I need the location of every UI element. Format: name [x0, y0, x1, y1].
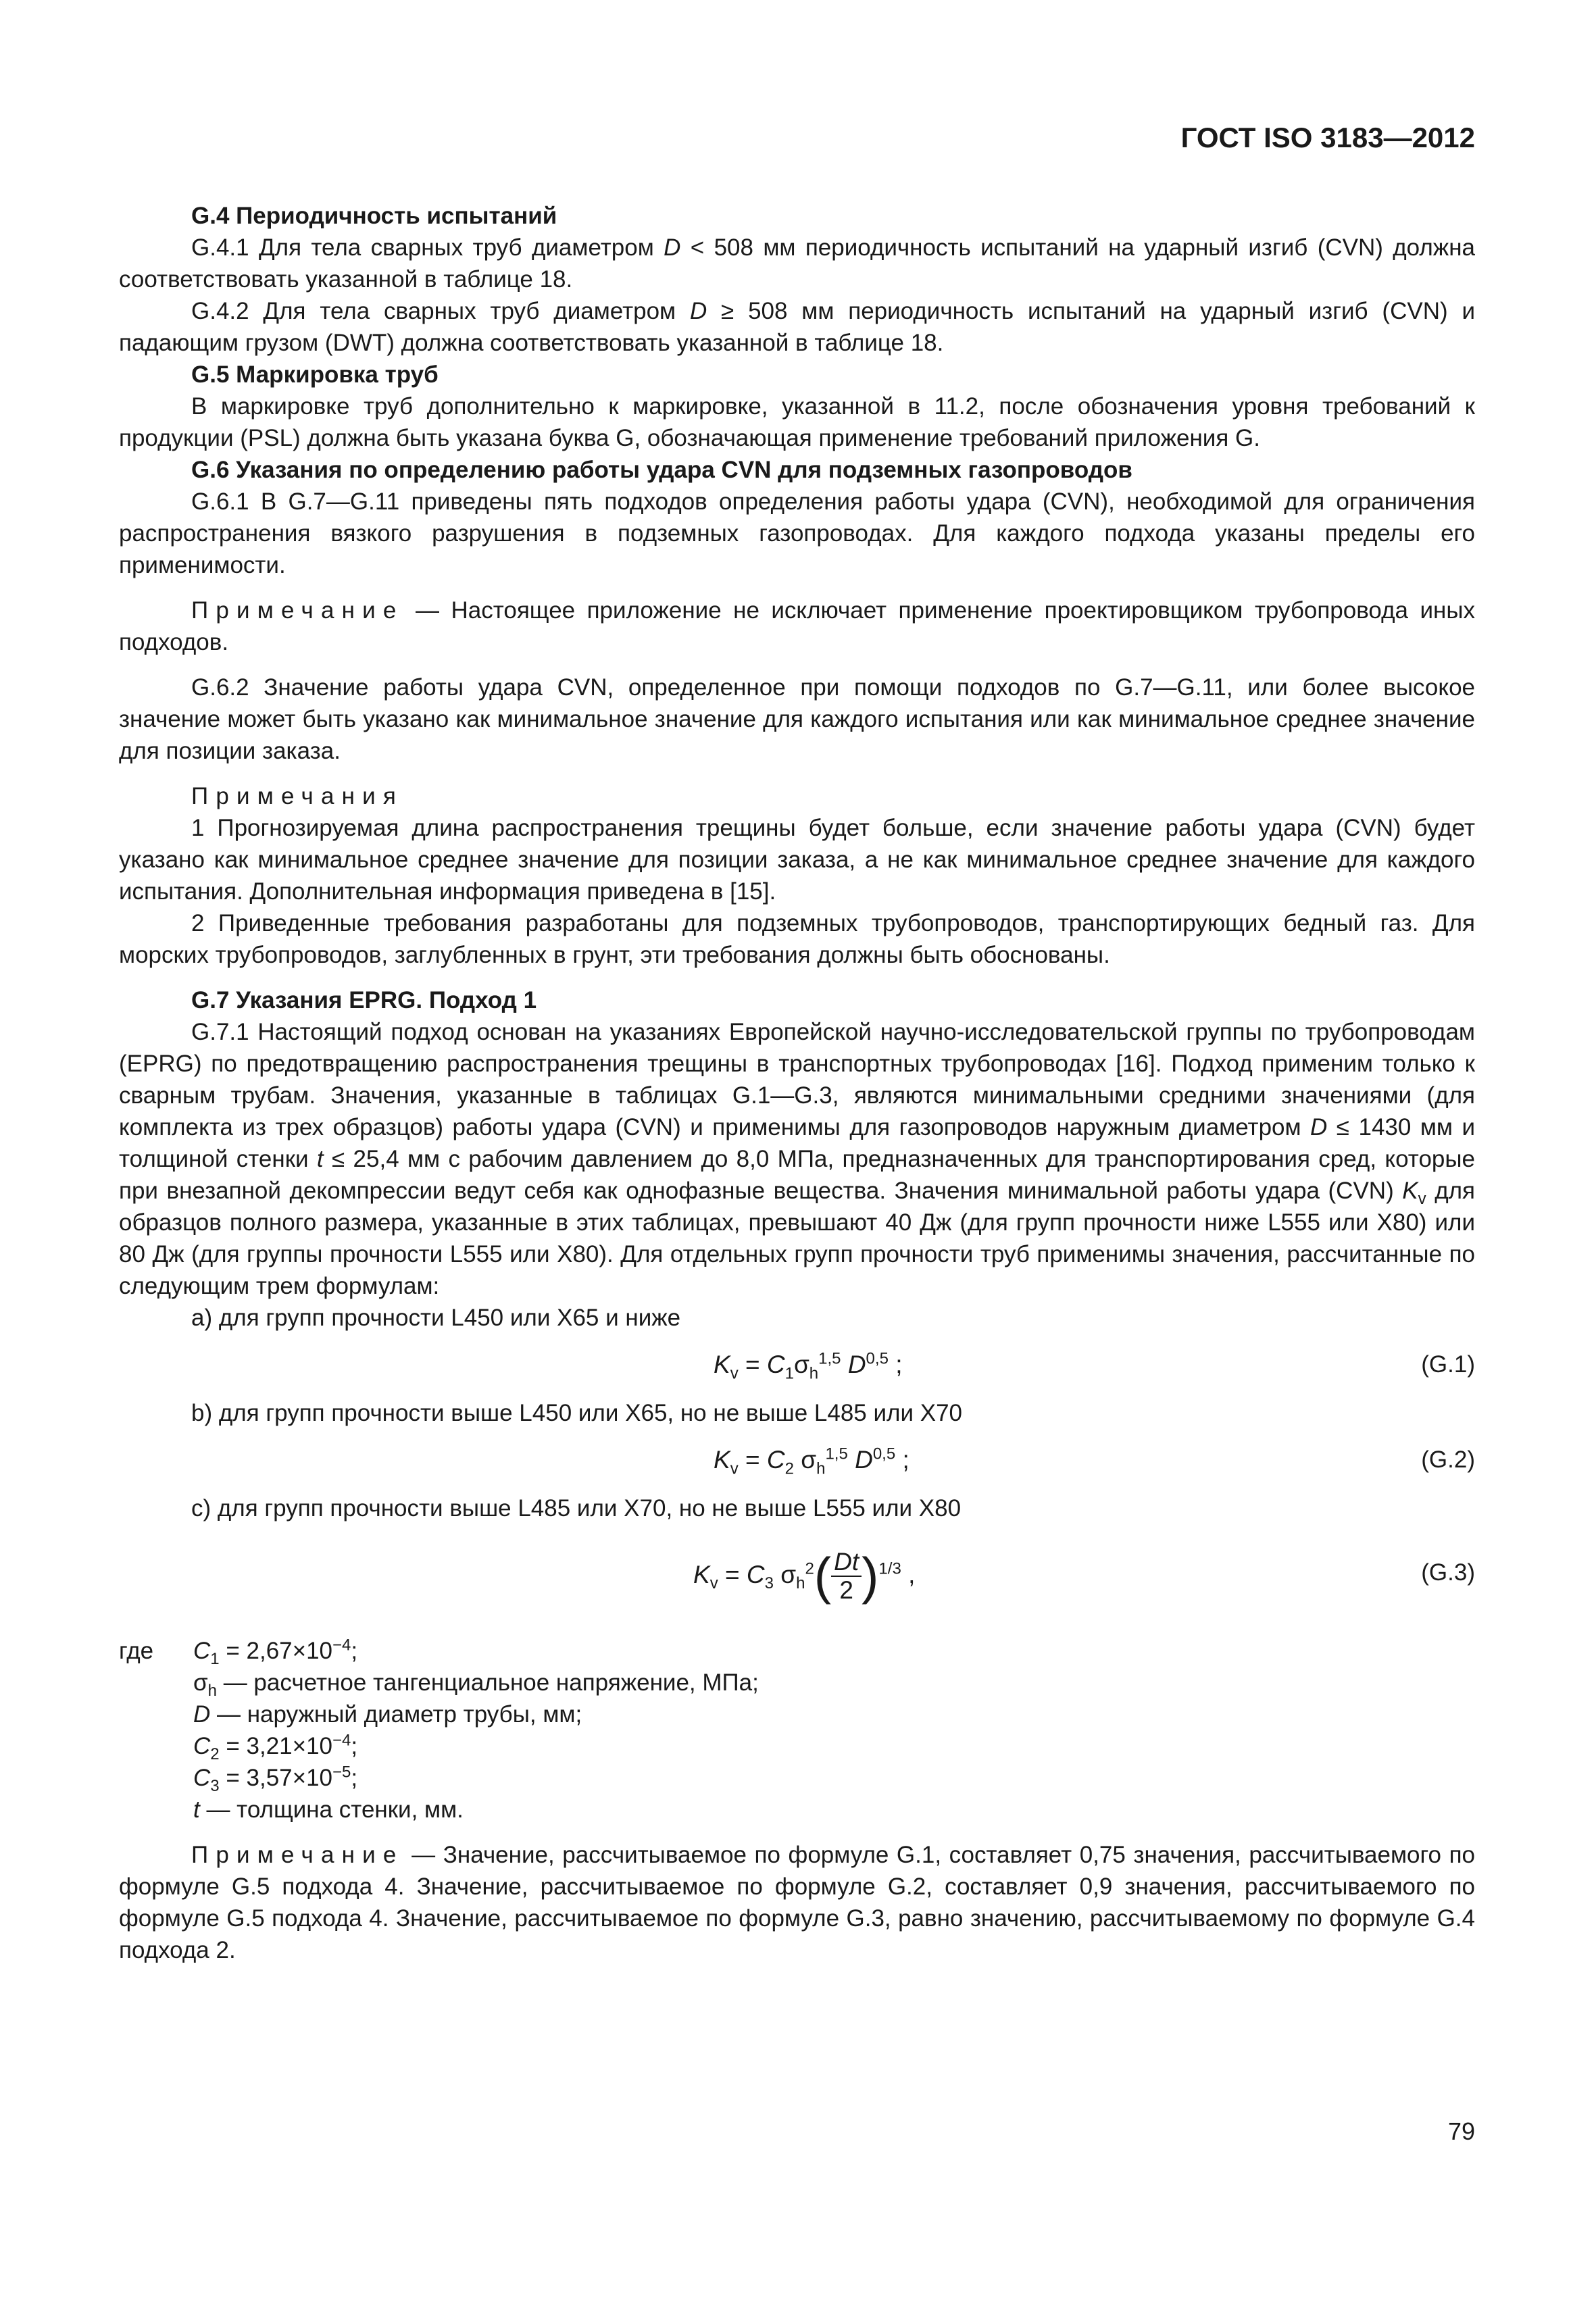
list-item-a: a) для групп прочности L450 или X65 и ниже [191, 1305, 681, 1331]
paragraph-g4-1: G.4.1 Для тела сварных труб диаметром D < 508 мм периодичность испытаний на ударный изгиб (CVN) должна соответствовать указанной в таблице 18. [119, 234, 1476, 293]
page-number: 79 [1447, 2117, 1475, 2145]
definition-t: t — толщина стенки, мм. [193, 1796, 464, 1823]
notes-label: Примечания [191, 783, 404, 809]
list-item-b: b) для групп прочности выше L450 или X65, но не выше L485 или X70 [191, 1400, 963, 1426]
definition-c2: $C_2 = 3,21\times 10^{-4}$; [193, 1731, 358, 1763]
heading-g7: G.7 Указания EPRG. Подход 1 [191, 987, 537, 1013]
formula-g1-number: (G.1) [1421, 1351, 1475, 1378]
paragraph-g7-1: G.7.1 Настоящий подход основан на указаниях Европейской научно-исследовательской группы по трубопроводам (EPRG) по предотвращению распространения трещины в транспортных трубопроводах [16]. Подход применим только к сварным трубам. Значения, указанные в таблицах G.1—G.3, являются минимальными средними значениями (для комплекта из трех образцов) работы удара (CVN) и применимы для газопроводов наружным диаметром D ≤ 1430 мм и толщиной стенки t ≤ 25,4 мм с рабочим давлением до 8,0 МПа, предназначенных для транспортирования сред, которые при внезапной декомпрессии ведут себя как однофазные вещества. Значения минимальной работы удара (CVN) $K_v$ для образцов полного размера, указанные в этих таблицах, превышают 40 Дж (для групп прочности ниже L555 или X80) или 80 Дж (для группы прочности L555 или X80). Для отдельных групп прочности труб применимы значения, рассчитанные по следующим трем формулам: [119, 1019, 1475, 1299]
definition-c3: $C_3 = 3,57\times 10^{-5}$; [193, 1763, 358, 1795]
definition-c1: $C_1 = 2,67\times 10^{-4}$; [193, 1636, 358, 1668]
list-item-c: c) для групп прочности выше L485 или X70, но не выше L555 или X80 [191, 1495, 962, 1521]
heading-g4: G.4 Периодичность испытаний [191, 203, 557, 229]
where-label: где [119, 1638, 154, 1664]
formula-g3 [119, 1524, 1475, 1626]
paragraph-g5: В маркировке труб дополнительно к маркировке, указанной в 11.2, после обозначения уровня требований к продукции (PSL) должна быть указана буква G, обозначающая применение требований приложения G. [119, 393, 1475, 451]
heading-g5: G.5 Маркировка труб [191, 361, 439, 388]
note-item-1: 1 Прогнозируемая длина распространения трещины будет больше, если значение работы удара (CVN) будет указано как минимальное среднее значение для позиции заказа, а не как минимальное среднее значение для каждого испытания. Дополнительная информация приведена в [15]. [119, 815, 1475, 905]
paragraph-g6-2: G.6.2 Значение работы удара CVN, определенное при помощи подходов по G.7—G.11, или более высокое значение может быть указано как минимальное значение для каждого испытания или как минимальное среднее значение для позиции заказа. [119, 674, 1475, 764]
formula-g1 [119, 1334, 1475, 1397]
document-header: ГОСТ ISO 3183—2012 [1180, 122, 1475, 153]
note-g6: Примечание — Настоящее приложение не исключает применение проектировщиком трубопровода иных подходов. [119, 597, 1475, 655]
formula-g3-expression: $K_v = C_3$ $\sigma_h^2$( $\frac{Dt}{2}$ )$^{1/3}$ , [693, 1547, 916, 1605]
formula-g3-number: (G.3) [1421, 1559, 1475, 1586]
note-g7: Примечание — Значение, рассчитываемое по формуле G.1, составляет 0,75 значения, рассчитываемого по формуле G.5 подхода 4. Значение, рассчитываемое по формуле G.2, составляет 0,9 значения, рассчитываемого по формуле G.5 подхода 4. Значение, рассчитываемое по формуле G.3, равно значению, рассчитываемому по формуле G.4 подхода 2. [119, 1842, 1475, 1963]
definition-sigma-h: $\sigma_h$ — расчетное тангенциальное напряжение, МПа; [193, 1669, 759, 1700]
formula-g2-expression: $K_v = C_2$ $\sigma_h^{1,5}$ D$^{0,5}$ ; [714, 1444, 909, 1478]
variable-definitions [119, 1635, 1475, 1826]
note-item-2: 2 Приведенные требования разработаны для подземных трубопроводов, транспортирующих бедный газ. Для морских трубопроводов, заглубленных в грунт, эти требования должны быть обоснованы. [119, 910, 1475, 968]
formula-g1-expression: $K_v = C_1\sigma_h^{1,5}$ D$^{0,5}$ ; [714, 1349, 903, 1383]
paragraph-g4-2: G.4.2 Для тела сварных труб диаметром D ≥ 508 мм периодичность испытаний на ударный изгиб (CVN) и падающим грузом (DWT) должна соответствовать указанной в таблице 18. [119, 298, 1475, 356]
formula-g2-number: (G.2) [1421, 1447, 1475, 1473]
fraction-dt-over-2: $\frac{Dt}{2}$ [831, 1549, 862, 1604]
definition-d: D — наружный диаметр трубы, мм; [193, 1701, 582, 1728]
paragraph-g6-1: G.6.1 В G.7—G.11 приведены пять подходов определения работы удара (CVN), необходимой для ограничения распространения вязкого разрушения в подземных газопроводах. Для каждого подхода указаны пределы его применимости. [119, 488, 1475, 578]
heading-g6: G.6 Указания по определению работы удара CVN для подземных газопроводов [191, 457, 1132, 483]
formula-g2 [119, 1429, 1475, 1492]
page-content [119, 200, 1475, 1966]
